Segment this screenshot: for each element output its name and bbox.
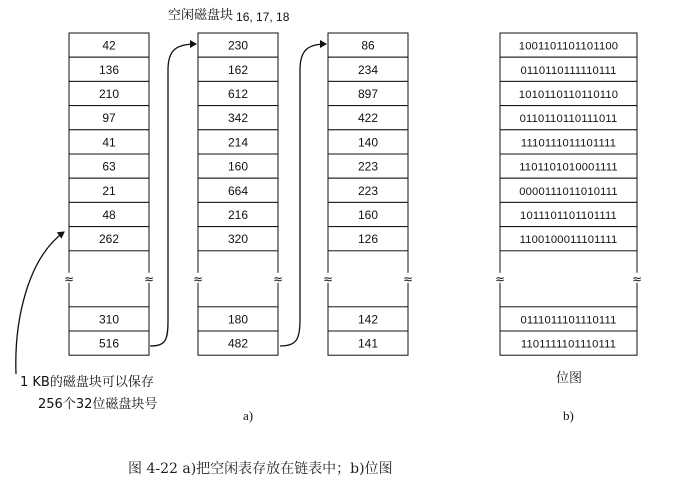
top-label-numbers: 16, 17, 18 bbox=[236, 10, 290, 24]
disk-block-2-cell-value: 214 bbox=[227, 135, 249, 150]
bitmap-row-block-cell-value: 1010110110110110 bbox=[518, 89, 619, 101]
disk-block-1-cell-value: 42 bbox=[102, 38, 116, 53]
disk-block-3-break-mark-left: ≈ bbox=[322, 271, 334, 286]
linked-list-blocks bbox=[63, 33, 414, 355]
disk-block-2-cell-value: 320 bbox=[227, 232, 249, 247]
bitmap-title: 位图 bbox=[556, 371, 583, 386]
bitmap-row-block-cell-value: 0111011101110111 bbox=[520, 314, 617, 327]
disk-block-3 bbox=[322, 33, 414, 355]
bitmap-block bbox=[494, 33, 643, 355]
arrow-note-to-block1 bbox=[16, 232, 64, 374]
sublabel-b: b) bbox=[563, 408, 574, 423]
bitmap-row-block-cell-value: 0110110111110111 bbox=[520, 64, 617, 77]
disk-block-3-cell-value: 160 bbox=[357, 208, 379, 222]
note-line-2: 256个32位磁盘块号 bbox=[38, 397, 158, 412]
disk-block-1-cell-value: 48 bbox=[102, 208, 116, 222]
disk-block-1-break-mark-right: ≈ bbox=[143, 271, 155, 286]
disk-block-1-cell-value: 136 bbox=[98, 62, 120, 77]
bitmap-row-block-cell-value: 0000111011010111 bbox=[519, 185, 618, 198]
bitmap-row-block-cell-value: 0110110110111011 bbox=[519, 113, 618, 126]
arrow-block2-to-block3 bbox=[280, 44, 326, 346]
bitmap-row-block-cell-value: 1011101101101111 bbox=[520, 210, 617, 222]
disk-block-3-cell-value: 86 bbox=[361, 38, 375, 53]
disk-block-1-cell-value: 262 bbox=[98, 232, 120, 247]
arrow-block1-to-block2 bbox=[150, 44, 196, 346]
disk-block-1-cell-value: 21 bbox=[102, 183, 116, 198]
disk-block-1-break-mark-left: ≈ bbox=[63, 271, 75, 286]
disk-block-2-cell-value: 230 bbox=[227, 38, 249, 53]
disk-block-1 bbox=[63, 33, 155, 355]
disk-block-2-cell-value: 664 bbox=[227, 183, 249, 198]
disk-block-1-cell-value: 41 bbox=[102, 135, 116, 150]
disk-block-3-cell-value: 422 bbox=[357, 111, 379, 126]
disk-block-1-cell-value: 310 bbox=[98, 312, 120, 327]
bitmap-row-block-cell-value: 1001101101101100 bbox=[518, 40, 619, 53]
disk-block-2-cell-value: 612 bbox=[227, 87, 249, 101]
disk-block-3-cell-value: 897 bbox=[357, 87, 379, 101]
disk-block-1-cell-value: 63 bbox=[102, 159, 116, 174]
figure-caption: 图 4-22 a)把空闲表存放在链表中；b)位图 bbox=[128, 461, 393, 477]
disk-block-2-cell-value: 180 bbox=[227, 312, 249, 327]
disk-block-1-cell-value: 210 bbox=[98, 87, 120, 101]
disk-block-3-cell-value: 141 bbox=[357, 336, 379, 351]
note-line-1: 1 KB的磁盘块可以保存 bbox=[20, 375, 154, 390]
disk-block-1-cell-value: 516 bbox=[98, 336, 120, 351]
disk-block-2-break-mark-left: ≈ bbox=[192, 271, 204, 286]
disk-block-2-cell-value: 162 bbox=[227, 62, 249, 77]
bitmap-row-block-cell-value: 1101101010001111 bbox=[519, 161, 618, 174]
disk-block-3-cell-value: 223 bbox=[357, 183, 379, 198]
disk-block-3-cell-value: 126 bbox=[357, 232, 379, 247]
bitmap-row-block-cell-value: 1101111101110111 bbox=[520, 338, 617, 351]
disk-block-3-cell-value: 223 bbox=[357, 159, 379, 174]
disk-block-2-cell-value: 216 bbox=[227, 208, 249, 222]
disk-block-2-break-mark-right: ≈ bbox=[272, 271, 284, 286]
disk-block-2-cell-value: 482 bbox=[227, 336, 249, 351]
disk-block-3-cell-value: 140 bbox=[357, 135, 379, 150]
disk-block-3-cell-value: 234 bbox=[357, 62, 379, 77]
sublabel-a: a) bbox=[243, 408, 254, 423]
top-label-text: 空闲磁盘块 bbox=[168, 8, 234, 23]
disk-block-1-cell-value: 97 bbox=[102, 111, 116, 126]
disk-block-3-break-mark-right: ≈ bbox=[402, 271, 414, 286]
bitmap-row-block bbox=[494, 33, 643, 355]
bitmap-row-block-break-mark-left: ≈ bbox=[494, 271, 506, 286]
bitmap-row-block-break-mark-right: ≈ bbox=[631, 271, 643, 286]
bitmap-row-block-cell-value: 1110111011101111 bbox=[520, 137, 617, 150]
disk-block-2-cell-value: 342 bbox=[227, 111, 249, 126]
disk-block-2-cell-value: 160 bbox=[227, 159, 249, 174]
disk-block-2 bbox=[192, 33, 284, 355]
disk-block-3-cell-value: 142 bbox=[357, 312, 379, 327]
bitmap-row-block-cell-value: 1100100011101111 bbox=[519, 234, 618, 247]
